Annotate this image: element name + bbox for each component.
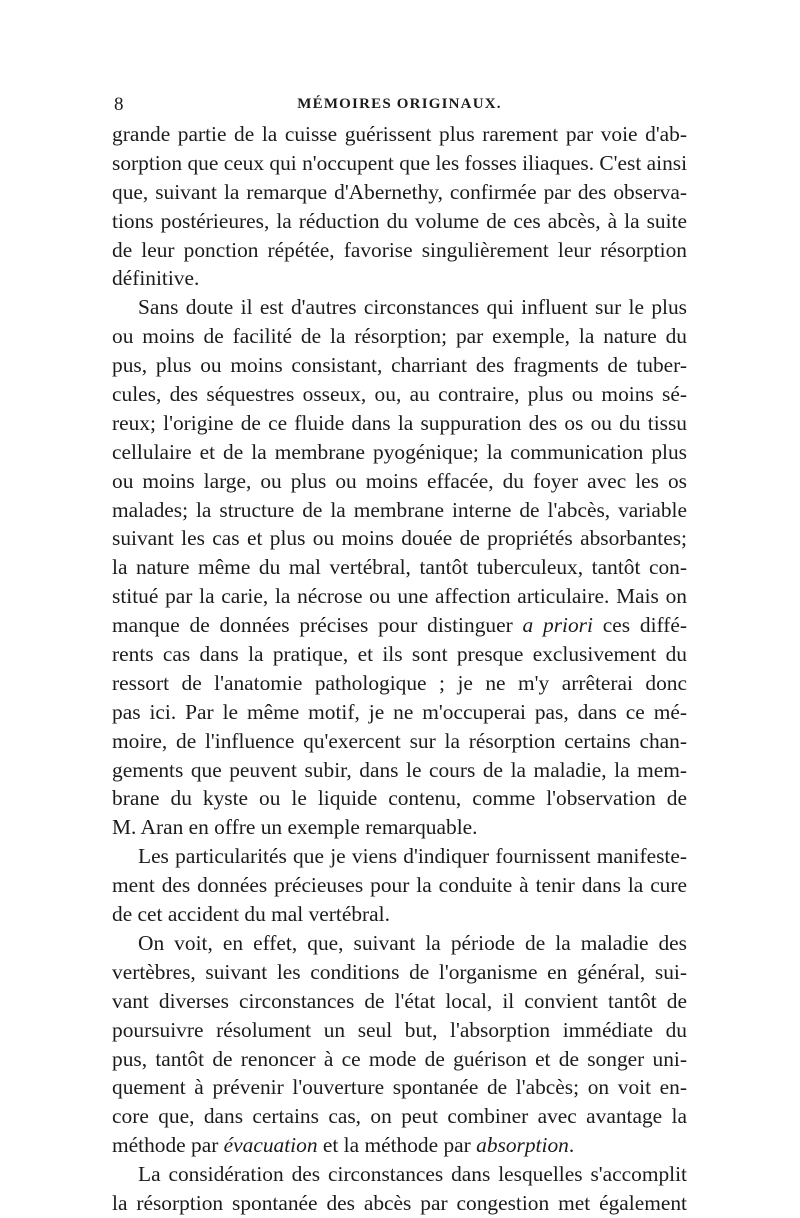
text-segment: ou moins de facilité de la résorption; par exemple, la nature du [112,324,687,349]
text-segment: vertèbres, suivant les conditions de l'organisme en général, sui- [112,959,687,984]
text-line [112,813,687,842]
text-line [112,727,687,756]
text-segment: rents cas dans la pratique, et ils sont presque exclusivement du [112,642,687,667]
text-line [112,120,687,149]
text-line [112,842,687,871]
text-line [112,582,687,611]
text-line [112,1102,687,1131]
text-line [112,496,687,525]
text-line [112,698,687,727]
text-segment: la nature même du mal vertébral, tantôt tuberculeux, tantôt con- [112,555,687,580]
text-line [112,1131,687,1160]
text-segment: ressort de l'anatomie pathologique ; je ne m'y arrêterai donc [112,670,687,695]
text-segment: ment des données précieuses pour la conduite à tenir dans la cure [112,873,687,898]
text-segment: la résorption spontanée des abcès par congestion met également [112,1190,687,1215]
text-segment: moire, de l'influence qu'exercent sur la résorption certains chan- [112,728,687,753]
paragraph [112,929,687,1160]
text-segment: La considération des circonstances dans lesquelles s'accomplit [138,1162,687,1187]
text-segment: core que, dans certains cas, on peut combiner avec avantage la [112,1104,687,1129]
text-segment: Les particularités que je viens d'indiquer fournissent manifeste- [138,844,687,869]
text-segment: grande partie de la cuisse guérissent plus rarement par voie d'ab- [112,122,687,146]
text-segment: vant diverses circonstances de l'état local, il convient tantôt de [112,988,687,1013]
text-segment: On voit, en effet, que, suivant la période de la maladie des [138,930,687,955]
text-line [112,380,687,409]
text-line [112,929,687,958]
text-segment: pus, plus ou moins consistant, charriant des fragments de tuber- [112,353,687,378]
text-segment: brane du kyste ou le liquide contenu, comme l'observation de [112,786,687,811]
text-segment: cellulaire et de la membrane pyogénique; la communication plus [112,439,687,464]
text-line [112,1016,687,1045]
italic-phrase: évacuation [223,1133,318,1158]
text-segment: pus, tantôt de renoncer à ce mode de guérison et de songer uni- [112,1046,687,1071]
running-header [112,88,687,120]
text-segment: sorption que ceux qui n'occupent que les fosses iliaques. C'est ainsi [112,150,688,175]
text-line [112,207,687,236]
text-line [112,293,687,322]
italic-phrase: absorption [476,1133,569,1158]
text-line [112,987,687,1016]
text-line [112,611,687,640]
paragraph [112,120,687,293]
italic-phrase: a priori [522,613,593,638]
text-line [112,756,687,785]
text-line [112,467,687,496]
text-segment: stitué par la carie, la nécrose ou une affection articulaire. Mais on [112,584,687,609]
text-line [112,900,687,929]
paragraph [112,293,687,842]
text-line [112,264,687,293]
text-segment: malades; la structure de la membrane interne de l'abcès, variable [112,497,687,522]
text-line [112,640,687,669]
paragraph [112,842,687,929]
text-line [112,322,687,351]
text-segment: quement à prévenir l'ouverture spontanée de l'abcès; on voit en- [112,1075,687,1100]
text-line [112,524,687,553]
text-line [112,1189,687,1218]
page-number: 8 [114,94,125,115]
text-segment: reux; l'origine de ce fluide dans la suppuration des os ou du tissu [112,410,687,435]
paragraph [112,1160,687,1218]
text-line [112,236,687,265]
text-segment: tions postérieures, la réduction du volume de ces abcès, à la suite [112,208,687,233]
text-segment: manque de données précises pour distinguer [112,613,523,638]
text-line [112,784,687,813]
text-segment: que, suivant la remarque d'Abernethy, confirmée par des observa- [112,179,687,204]
text-segment: méthode par [112,1133,224,1158]
text-line [112,958,687,987]
body-text [112,120,687,1218]
text-segment: et la méthode par [317,1133,477,1158]
text-segment: ou moins large, ou plus ou moins effacée, du foyer avec les os [112,468,687,493]
text-line [112,149,687,178]
text-segment: . [568,1133,575,1158]
text-segment: ces diffé- [592,613,688,638]
text-line [112,669,687,698]
text-segment: définitive. [112,266,200,291]
text-segment: poursuivre résolument un seul but, l'absorption immédiate du [112,1017,687,1042]
text-line [112,351,687,380]
text-line [112,1160,687,1189]
text-segment: cules, des séquestres osseux, ou, au contraire, plus ou moins sé- [112,382,687,407]
text-line [112,438,687,467]
text-segment: Sans doute il est d'autres circonstances qui influent sur le plus [138,295,687,320]
text-line [112,871,687,900]
text-line [112,409,687,438]
text-segment: suivant les cas et plus ou moins douée de propriétés absorbantes; [112,526,687,551]
text-segment: de cet accident du mal vertébral. [112,902,390,927]
text-segment: gements que peuvent subir, dans le cours de la maladie, la mem- [112,757,687,782]
text-line [112,178,687,207]
running-title: MÉMOIRES ORIGINAUX. [297,96,502,112]
text-segment: de leur ponction répétée, favorise singulièrement leur résorption [112,237,687,262]
text-line [112,553,687,582]
text-segment: pas ici. Par le même motif, je ne m'occuperai pas, dans ce mé- [112,699,687,724]
text-line [112,1073,687,1102]
text-segment: M. Aran en offre un exemple remarquable. [112,815,478,840]
book-page [112,88,687,1218]
text-line [112,1045,687,1074]
